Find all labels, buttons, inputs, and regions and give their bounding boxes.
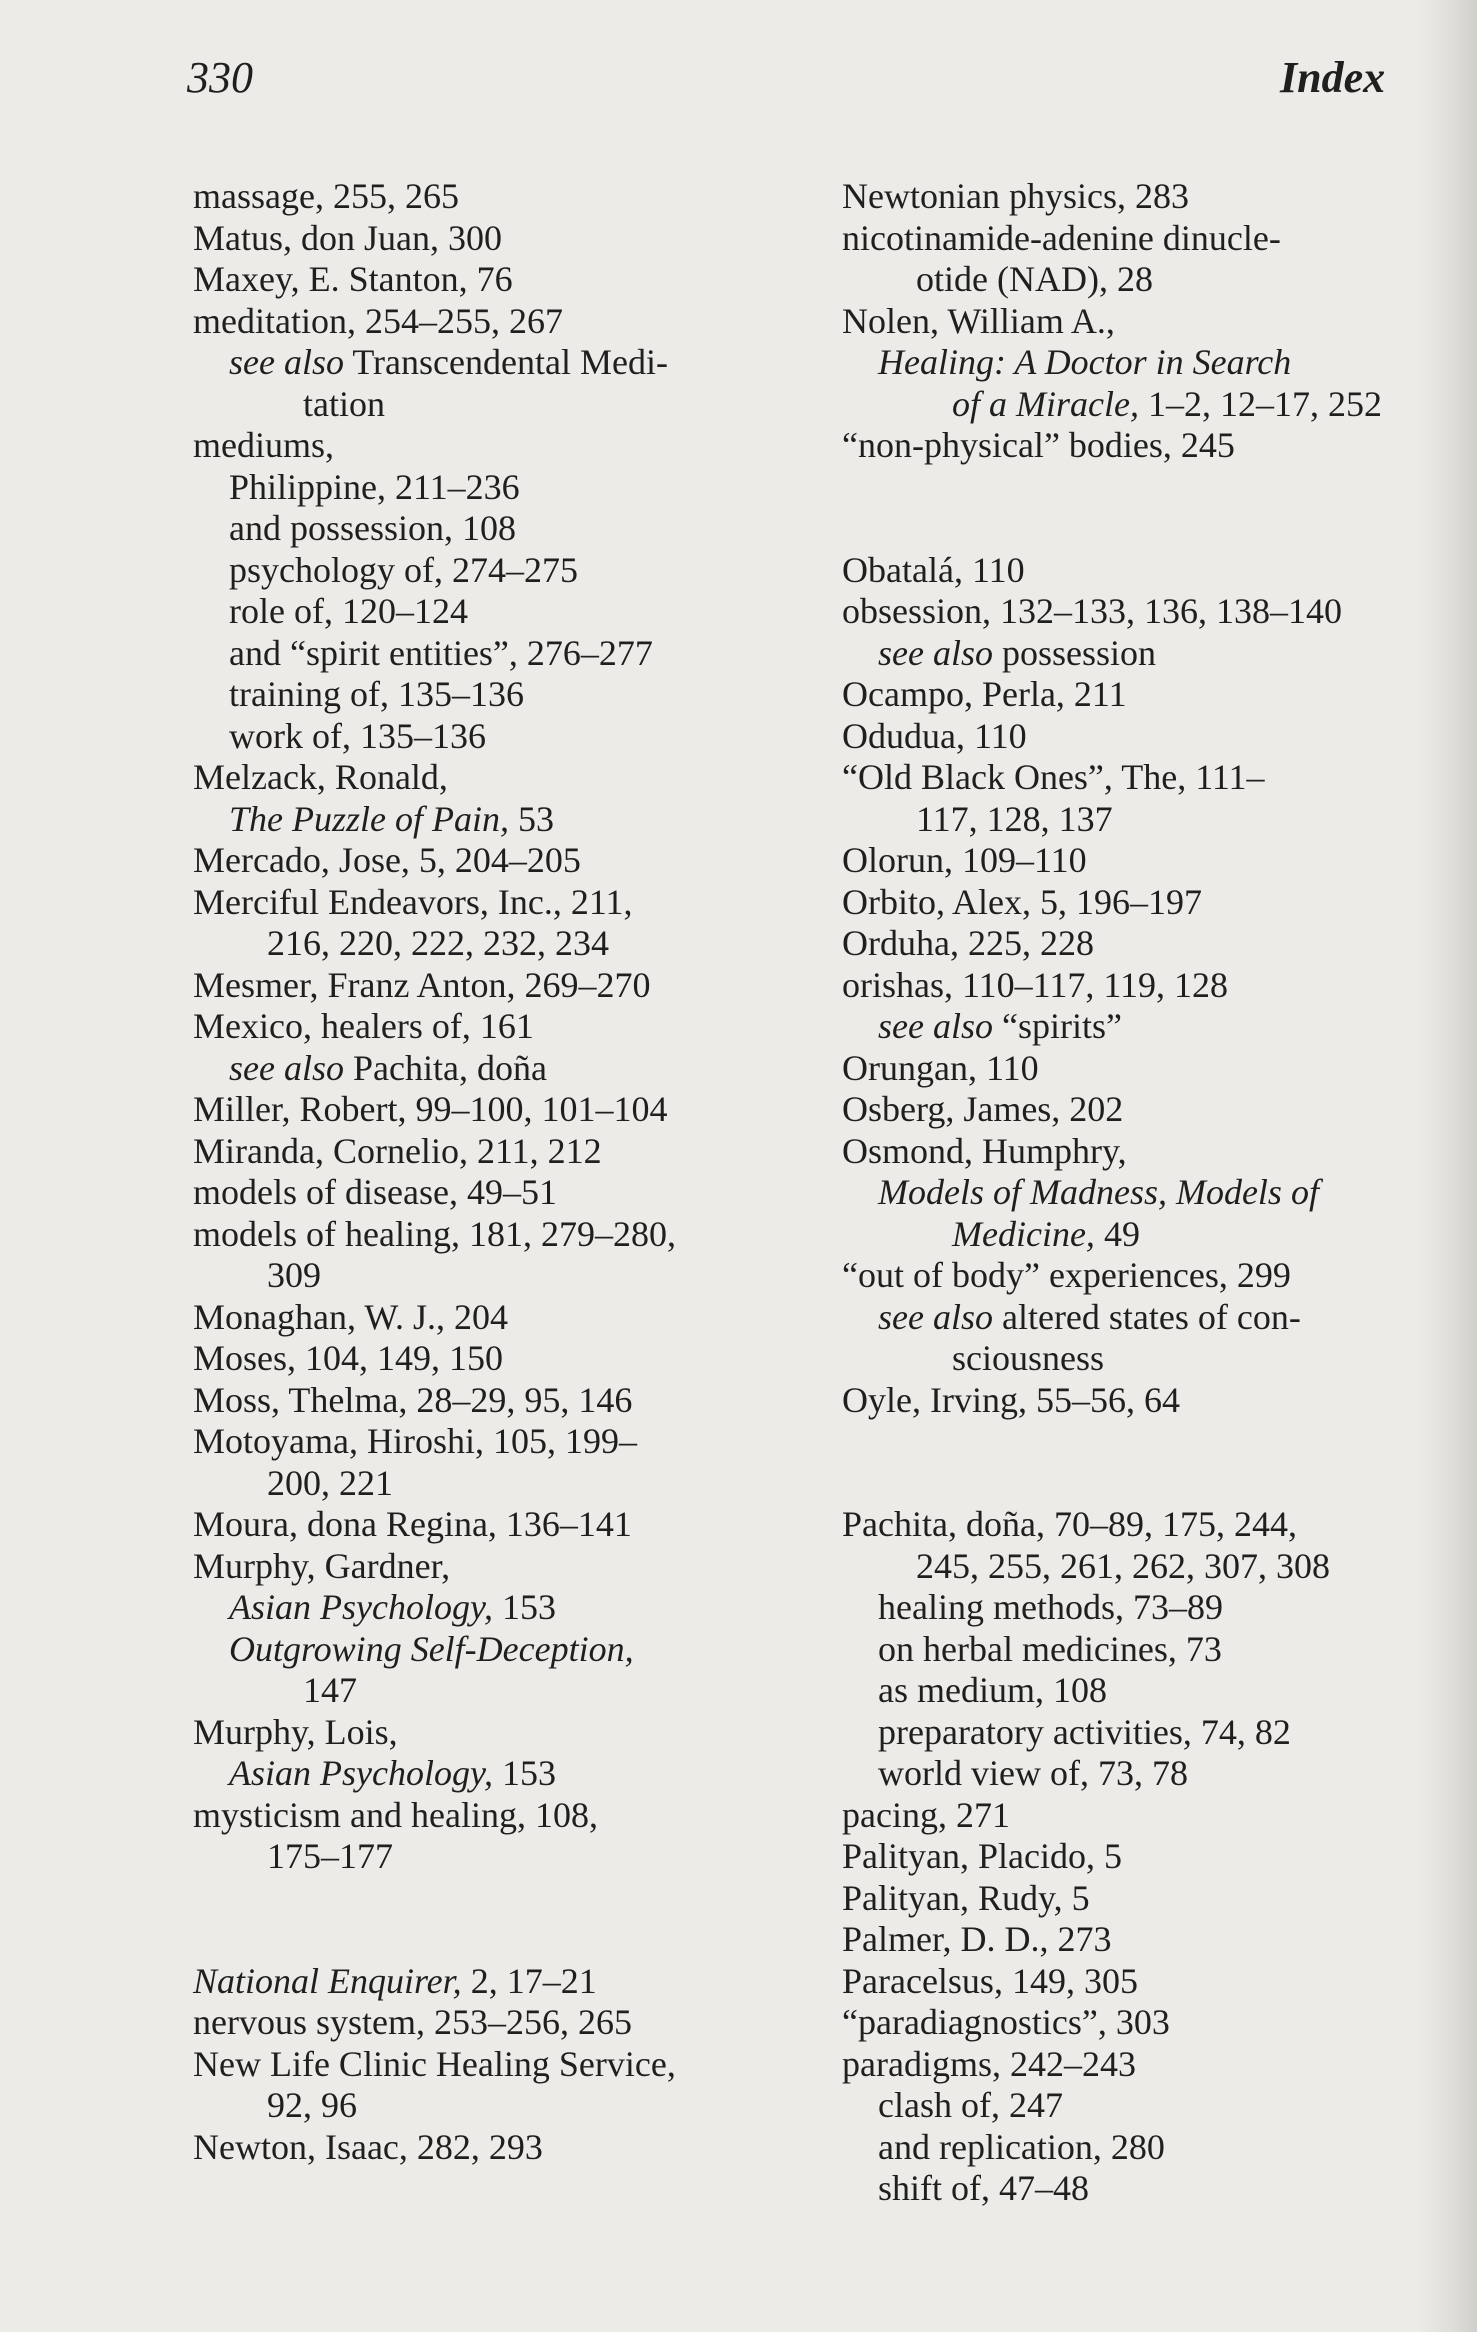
page-number: 330 bbox=[187, 53, 253, 102]
index-entry: Pachita, doña, 70–89, 175, 244, 245, 255, 261, 262, 307, 308 bbox=[842, 1504, 1330, 1586]
index-entry: nicotinamide-adenine dinucle- otide (NAD), 28 bbox=[842, 217, 1281, 299]
index-subentry: work of, 135–136 bbox=[229, 715, 486, 756]
index-entry: Orbito, Alex, 5, 196–197 bbox=[842, 881, 1202, 922]
index-entry: “non-physical” bodies, 245 bbox=[842, 425, 1235, 465]
see-also-label: see also bbox=[229, 1047, 344, 1088]
letter-group-gap bbox=[193, 1878, 773, 1961]
index-entry: Obatalá, 110 bbox=[842, 549, 1025, 590]
index-entry: Moss, Thelma, 28–29, 95, 146 bbox=[193, 1379, 633, 1420]
index-entry: models of disease, 49–51 bbox=[193, 1172, 557, 1212]
book-title: Models of Madness, Models of Medicine, bbox=[878, 1172, 1319, 1254]
index-entry: paradigms, 242–243 bbox=[842, 2043, 1136, 2084]
book-title: Outgrowing Self-Deception, bbox=[229, 1628, 634, 1669]
book-title: Healing: A Doctor in Search of a Miracle, bbox=[878, 342, 1292, 424]
letter-group-gap bbox=[842, 467, 1412, 550]
index-entry: Mexico, healers of, 161 bbox=[193, 1006, 534, 1046]
index-entry: Murphy, Lois, bbox=[193, 1711, 398, 1752]
index-subentry: Asian Psychology, 153 bbox=[229, 1587, 556, 1627]
index-subentry: role of, 120–124 bbox=[229, 591, 468, 631]
index-subentry: Outgrowing Self-Deception, 147 bbox=[229, 1628, 634, 1710]
index-subentry: as medium, 108 bbox=[878, 1670, 1107, 1710]
index-entry: Palityan, Placido, 5 bbox=[842, 1836, 1122, 1876]
index-entry: mediums, bbox=[193, 425, 334, 465]
index-entry: Paracelsus, 149, 305 bbox=[842, 1960, 1138, 2001]
index-subentry: Asian Psychology, 153 bbox=[229, 1753, 556, 1793]
index-entry: Monaghan, W. J., 204 bbox=[193, 1296, 508, 1337]
index-subentry: see also “spirits” bbox=[878, 1006, 1122, 1046]
index-entry: Orungan, 110 bbox=[842, 1047, 1039, 1088]
see-also-label: see also bbox=[878, 1296, 993, 1337]
index-subentry: psychology of, 274–275 bbox=[229, 549, 578, 590]
index-entry: “out of body” experiences, 299 bbox=[842, 1255, 1291, 1295]
index-entry: Newtonian physics, 283 bbox=[842, 176, 1189, 216]
index-subentry: training of, 135–136 bbox=[229, 674, 524, 714]
index-entry: Merciful Endeavors, Inc., 211, 216, 220, 222, 232, 234 bbox=[193, 881, 633, 963]
index-entry: Murphy, Gardner, bbox=[193, 1545, 451, 1586]
index-entry: Motoyama, Hiroshi, 105, 199– 200, 221 bbox=[193, 1421, 637, 1503]
index-subentry: see also altered states of con- sciousness bbox=[878, 1296, 1301, 1378]
index-subentry: Healing: A Doctor in Search of a Miracle, 1–2, 12–17, 252 bbox=[878, 342, 1382, 424]
index-entry: massage, 255, 265 bbox=[193, 176, 459, 216]
index-entry: Miranda, Cornelio, 211, 212 bbox=[193, 1130, 602, 1171]
index-entry: “Old Black Ones”, The, 111– 117, 128, 137 bbox=[842, 757, 1265, 839]
index-column-left bbox=[193, 176, 773, 2168]
letter-group-gap bbox=[842, 1421, 1412, 1504]
index-entry: Ocampo, Perla, 211 bbox=[842, 674, 1127, 714]
see-also-label: see also bbox=[878, 632, 993, 673]
index-entry: New Life Clinic Healing Service, 92, 96 bbox=[193, 2043, 676, 2125]
index-entry: Miller, Robert, 99–100, 101–104 bbox=[193, 1089, 668, 1129]
index-entry: Olorun, 109–110 bbox=[842, 840, 1087, 880]
index-entry: Matus, don Juan, 300 bbox=[193, 217, 502, 258]
index-entry: Mercado, Jose, 5, 204–205 bbox=[193, 840, 581, 880]
index-entry: Nolen, William A., bbox=[842, 300, 1115, 341]
page-edge-shadow bbox=[1417, 0, 1477, 2332]
index-subentry: healing methods, 73–89 bbox=[878, 1587, 1223, 1627]
index-subentry: clash of, 247 bbox=[878, 2085, 1063, 2125]
index-entry: orishas, 110–117, 119, 128 bbox=[842, 964, 1228, 1005]
index-entry: models of healing, 181, 279–280, 309 bbox=[193, 1213, 676, 1295]
index-subentry: preparatory activities, 74, 82 bbox=[878, 1711, 1291, 1752]
book-title: Asian Psychology, bbox=[229, 1587, 493, 1627]
book-title: The Puzzle of Pain, bbox=[229, 798, 509, 839]
see-also-label: see also bbox=[229, 342, 344, 382]
index-entry: Orduha, 225, 228 bbox=[842, 923, 1094, 963]
index-subentry: shift of, 47–48 bbox=[878, 2168, 1089, 2208]
index-subentry: see also possession bbox=[878, 632, 1157, 673]
index-entry: Newton, Isaac, 282, 293 bbox=[193, 2126, 543, 2167]
index-entry: nervous system, 253–256, 265 bbox=[193, 2002, 632, 2042]
index-subentry: The Puzzle of Pain, 53 bbox=[229, 798, 554, 839]
index-entry: Maxey, E. Stanton, 76 bbox=[193, 259, 513, 299]
see-also-label: see also bbox=[878, 1006, 993, 1046]
index-entry: “paradiagnostics”, 303 bbox=[842, 2002, 1170, 2042]
running-head-title: Index bbox=[1280, 53, 1386, 102]
index-entry: Melzack, Ronald, bbox=[193, 757, 448, 797]
index-entry: mysticism and healing, 108, 175–177 bbox=[193, 1794, 598, 1876]
index-subentry: see also Transcendental Medi- tation bbox=[229, 342, 668, 424]
index-subentry: Philippine, 211–236 bbox=[229, 466, 520, 507]
index-column-right bbox=[842, 176, 1412, 2210]
index-subentry: Models of Madness, Models of Medicine, 49 bbox=[878, 1172, 1319, 1254]
index-entry: Osberg, James, 202 bbox=[842, 1089, 1124, 1129]
index-subentry: and possession, 108 bbox=[229, 508, 516, 548]
index-entry: Palityan, Rudy, 5 bbox=[842, 1877, 1090, 1918]
index-subentry: see also Pachita, doña bbox=[229, 1047, 547, 1088]
book-title: Asian Psychology, bbox=[229, 1753, 493, 1793]
index-subentry: and replication, 280 bbox=[878, 2126, 1165, 2167]
index-entry: obsession, 132–133, 136, 138–140 bbox=[842, 591, 1343, 631]
index-entry: Odudua, 110 bbox=[842, 715, 1027, 756]
index-entry: Palmer, D. D., 273 bbox=[842, 1919, 1112, 1959]
index-entry: Mesmer, Franz Anton, 269–270 bbox=[193, 964, 651, 1005]
index-entry: meditation, 254–255, 267 bbox=[193, 300, 563, 341]
index-subentry: on herbal medicines, 73 bbox=[878, 1628, 1222, 1669]
index-subentry: world view of, 73, 78 bbox=[878, 1753, 1188, 1793]
index-entry: pacing, 271 bbox=[842, 1794, 1010, 1835]
index-entry: National Enquirer, 2, 17–21 bbox=[193, 1960, 597, 2001]
publication-title: National Enquirer, bbox=[193, 1960, 462, 2001]
index-entry: Moses, 104, 149, 150 bbox=[193, 1338, 504, 1378]
index-entry: Oyle, Irving, 55–56, 64 bbox=[842, 1379, 1180, 1420]
index-entry: Moura, dona Regina, 136–141 bbox=[193, 1504, 632, 1544]
index-subentry: and “spirit entities”, 276–277 bbox=[229, 632, 653, 673]
index-entry: Osmond, Humphry, bbox=[842, 1130, 1127, 1171]
